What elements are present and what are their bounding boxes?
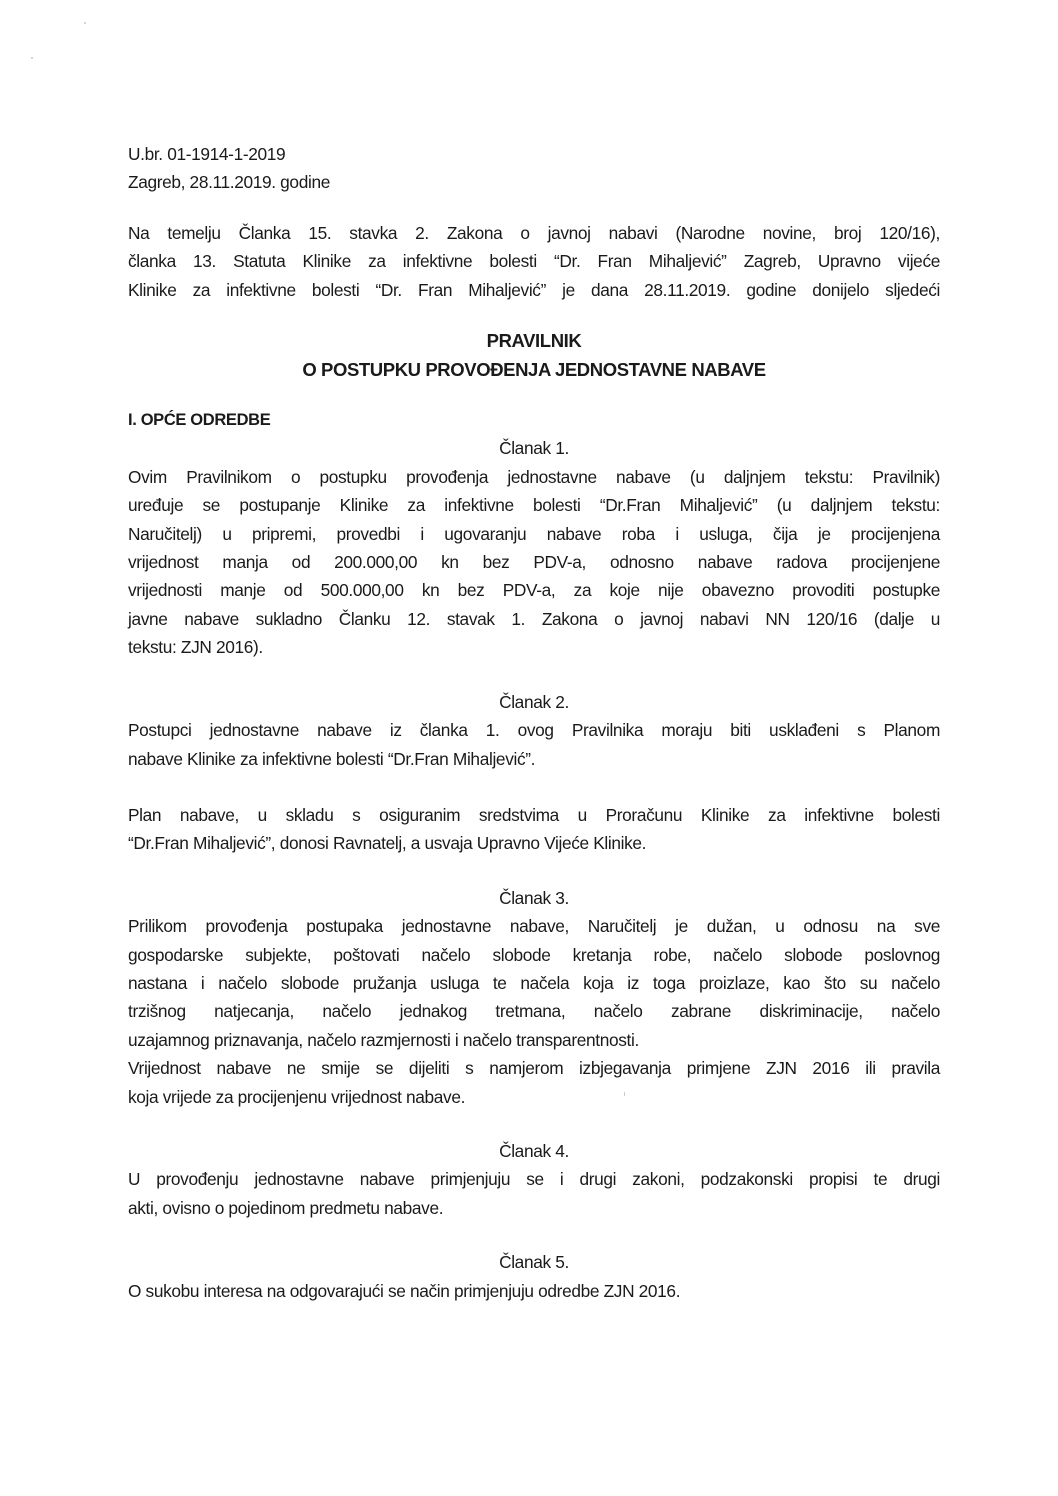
article-heading: Članak 4. [499,1140,569,1161]
article-1 [128,434,940,661]
article-line: uređuje se postupanje Klinike za infektivne bolesti “Dr.Fran Mihaljević” (u daljnjem tekstu: [128,495,940,516]
title-line-2: O POSTUPKU PROVOĐENJA JEDNOSTAVNE NABAVE [302,359,766,381]
document-title [128,326,940,384]
article-5 [128,1248,940,1305]
article-line: tekstu: ZJN 2016). [128,637,263,658]
article-line: javne nabave sukladno Članku 12. stavak 1. Zakona o javnoj nabavi NN 120/16 (dalje u [128,608,940,629]
article-line: Vrijednost nabave ne smije se dijeliti s namjerom izbjegavanja primjene ZJN 2016 ili pravila [128,1058,940,1079]
scan-speck [84,22,86,24]
article-line: vrijednosti manje od 500.000,00 kn bez PDV-a, za koje nije obavezno provoditi postupke [128,580,940,601]
article-line: koja vrijede za procijenjenu vrijednost nabave. [128,1086,466,1107]
preamble-line: Klinike za infektivne bolesti “Dr. Fran Mihaljević” je dana 28.11.2019. godine donijelo sljedeći [128,279,940,300]
preamble-line: članka 13. Statuta Klinike za infektivne bolesti “Dr. Fran Mihaljević” Zagreb, Upravno vijeće [128,251,940,272]
article-3 [128,884,940,1111]
article-line: Postupci jednostavne nabave iz članka 1. ovog Pravilnika moraju biti usklađeni s Planom [128,720,940,741]
article-line: nastana i načelo slobode pružanja usluga te načela koja iz toga proizlaze, kao što su načelo [128,972,940,993]
article-line: O sukobu interesa na odgovarajući se način primjenjuju odredbe ZJN 2016. [128,1280,681,1301]
article-line: uzajamnog priznavanja, načelo razmjernosti i načelo transparentnosti. [128,1029,639,1050]
article-heading: Članak 2. [499,691,569,712]
article-line: gospodarske subjekte, poštovati načelo slobode kretanja robe, načelo slobode poslovnog [128,944,940,965]
article-line: akti, ovisno o pojedinom predmetu nabave. [128,1197,444,1218]
article-2 [128,688,940,858]
article-line: Prilikom provođenja postupaka jednostavne nabave, Naručitelj je dužan, u odnosu na sve [128,916,940,937]
preamble [128,219,940,304]
article-line: Ovim Pravilnikom o postupku provođenja jednostavne nabave (u daljnjem tekstu: Pravilnik) [128,466,940,487]
article-line: trzišnog natjecanja, načelo jednakog tretmana, načelo zabrane diskriminacije, načelo [128,1001,940,1022]
title-line-1: PRAVILNIK [486,330,582,352]
article-line: vrijednost manja od 200.000,00 kn bez PDV-a, odnosno nabave radova procijenjene [128,552,940,573]
article-line: Plan nabave, u skladu s osiguranim sredstvima u Proračunu Klinike za infektivne bolesti [128,804,940,825]
place-date: Zagreb, 28.11.2019. godine [128,172,330,193]
section-heading: I. OPĆE ODREDBE [128,411,271,430]
preamble-line: Na temelju Članka 15. stavka 2. Zakona o javnoj nabavi (Narodne novine, broj 120/16), [128,222,940,243]
document-page [128,140,940,1305]
article-line: “Dr.Fran Mihaljević”, donosi Ravnatelj, a usvaja Upravno Vijeće Klinike. [128,833,647,854]
article-4 [128,1137,940,1222]
article-line: U provođenju jednostavne nabave primjenjuju se i drugi zakoni, podzakonski propisi te drugi [128,1169,940,1190]
article-line: Naručitelj) u pripremi, provedbi i ugovaranju nabave roba i usluga, čija je procijenjena [128,523,940,544]
article-line: nabave Klinike za infektivne bolesti “Dr.Fran Mihaljević”. [128,748,536,769]
article-heading: Članak 3. [499,887,569,908]
article-heading: Članak 5. [499,1252,569,1273]
article-heading: Članak 1. [499,438,569,459]
scan-speck [31,57,33,59]
reference-number: U.br. 01-1914-1-2019 [128,144,286,164]
